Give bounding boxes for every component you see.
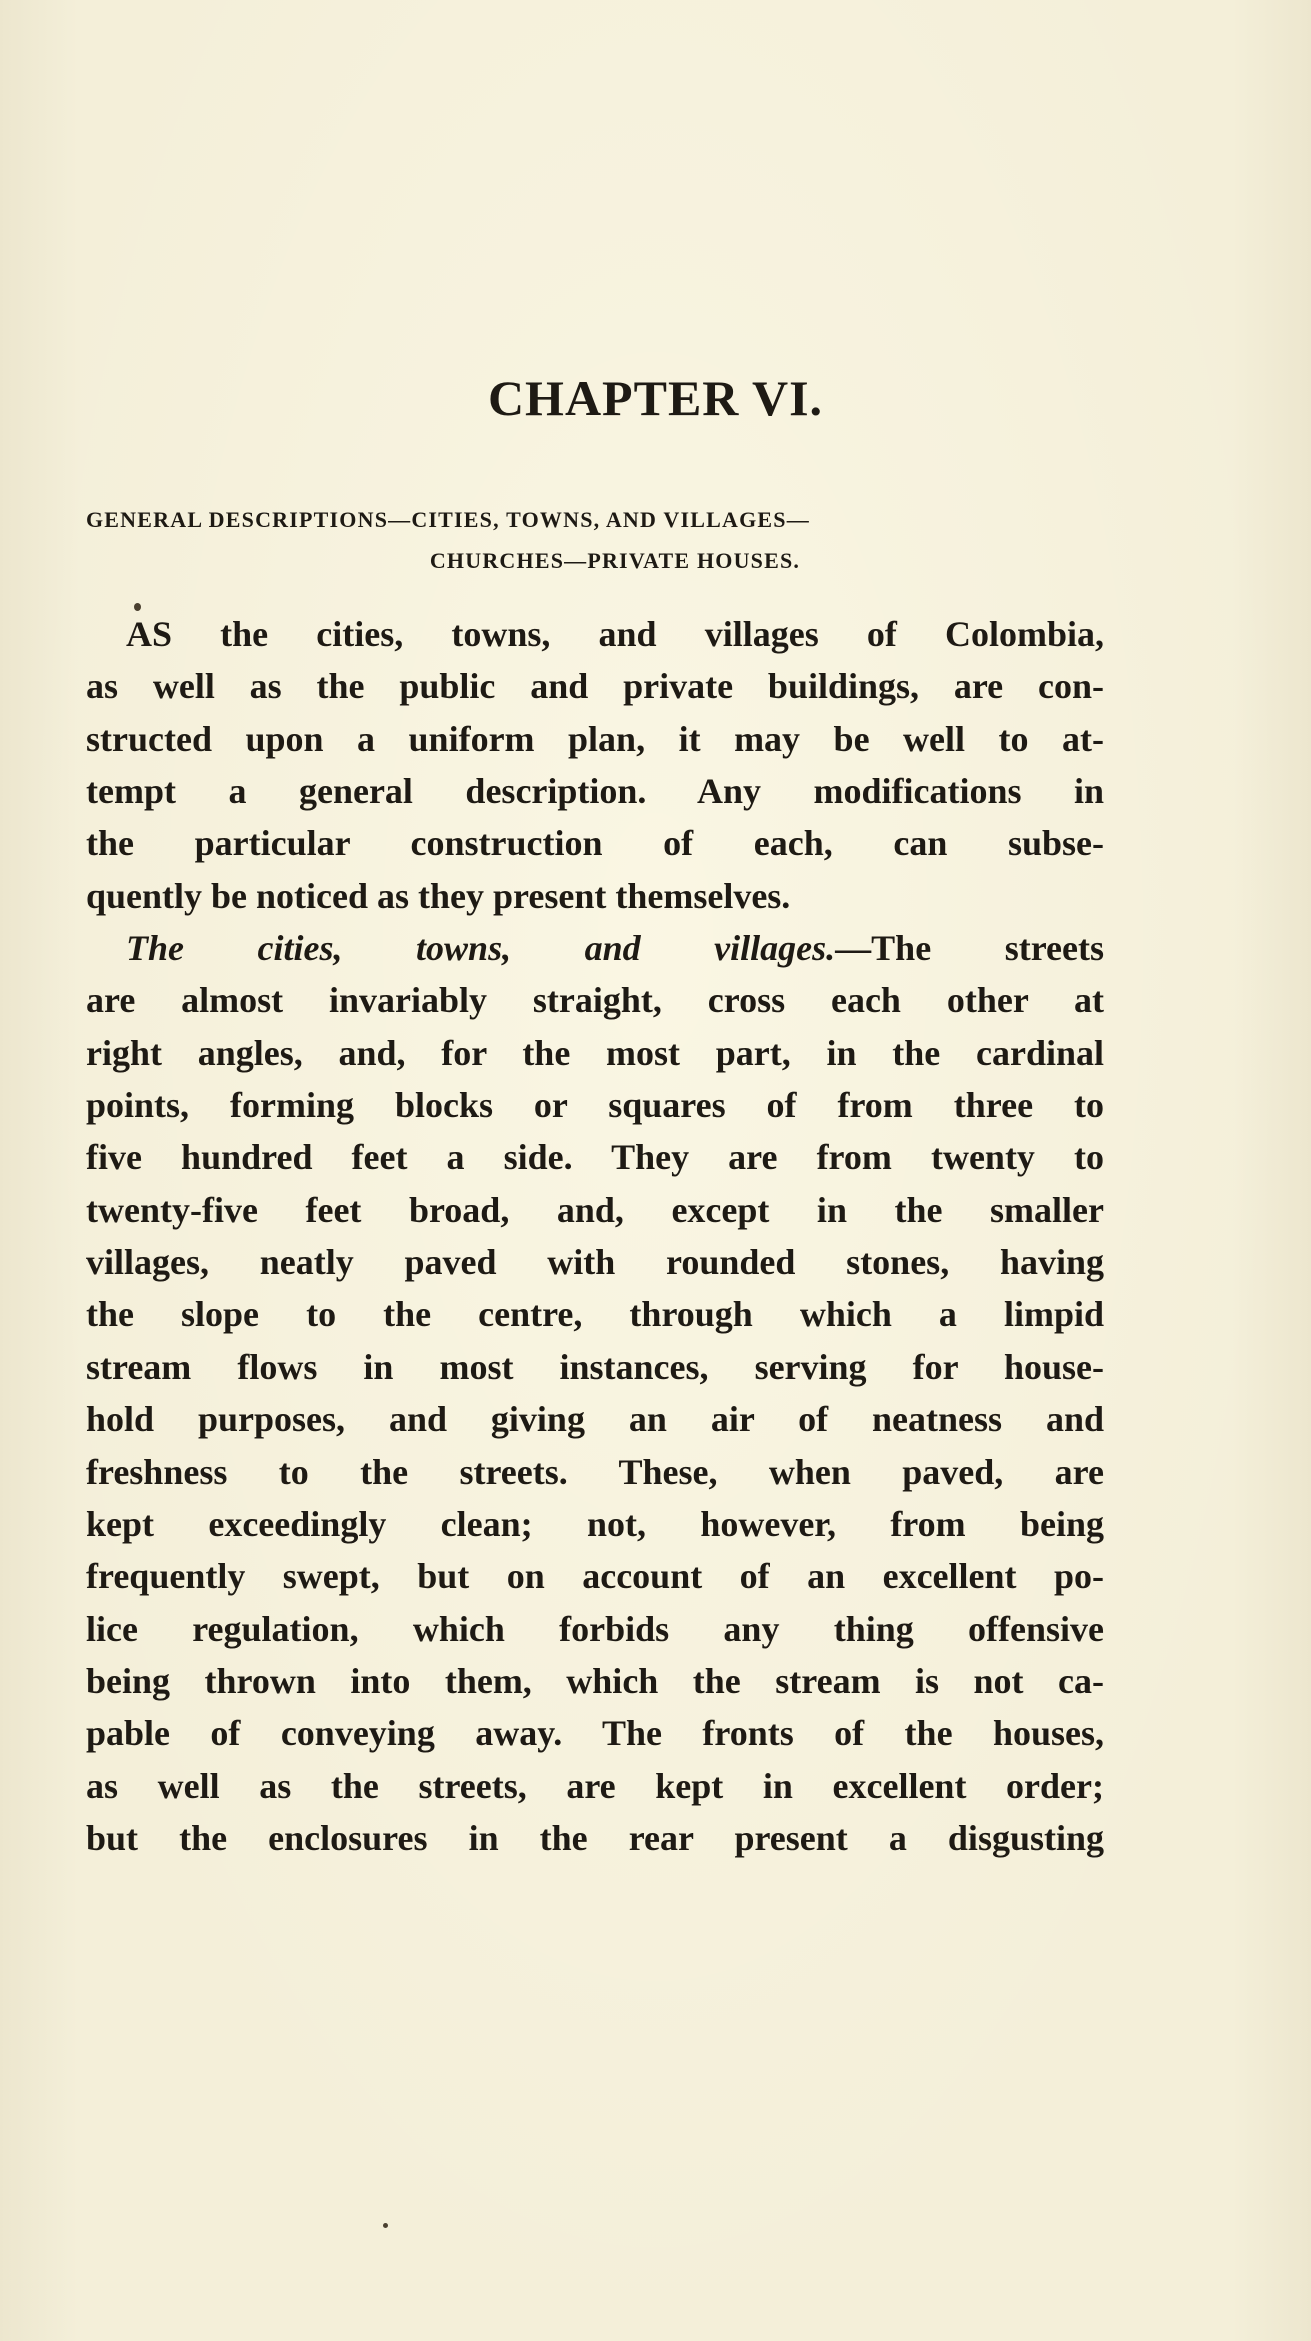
text-line: but the enclosures in the rear present a disgusting: [86, 1817, 1104, 1858]
text-line: freshness to the streets. These, when paved, are: [86, 1451, 1104, 1492]
text-line: the slope to the centre, through which a limpid: [86, 1294, 1104, 1335]
text-line: quently be noticed as they present themselves.: [86, 875, 791, 916]
chapter-summary-line-2: CHURCHES—PRIVATE HOUSES.: [429, 548, 801, 573]
text-line: villages, neatly paved with rounded stones, having: [86, 1242, 1104, 1283]
text-line: five hundred feet a side. They are from twenty to: [86, 1137, 1104, 1178]
text-line: lice regulation, which forbids any thing offensive: [86, 1608, 1104, 1649]
ink-speck: [383, 2223, 388, 2228]
section-heading: The cities, towns, and villages.: [126, 928, 836, 969]
text-line-rest: —The streets: [835, 928, 1104, 969]
text-line: twenty-five feet broad, and, except in the smaller: [86, 1189, 1104, 1230]
chapter-title: CHAPTER VI.: [487, 370, 824, 426]
text-line: AS the cities, towns, and villages of Colombia,: [126, 614, 1104, 654]
text-line: pable of conveying away. The fronts of the houses,: [86, 1713, 1104, 1754]
text-line: kept exceedingly clean; not, however, from being: [86, 1503, 1104, 1544]
text-line: are almost invariably straight, cross each other at: [86, 980, 1104, 1021]
body-text: [86, 608, 1104, 1864]
text-line: structed upon a uniform plan, it may be well to at-: [86, 718, 1104, 759]
text-line: as well as the public and private buildings, are con-: [86, 666, 1104, 707]
text-line: tempt a general description. Any modifications in: [86, 771, 1104, 812]
text-line: stream flows in most instances, serving for house-: [86, 1346, 1104, 1387]
text-line: being thrown into them, which the stream is not ca-: [86, 1660, 1104, 1701]
text-line: as well as the streets, are kept in excellent order;: [86, 1765, 1104, 1806]
text-line: points, forming blocks or squares of from three to: [86, 1085, 1104, 1126]
text-line: hold purposes, and giving an air of neatness and: [86, 1399, 1104, 1440]
chapter-summary-line-1: GENERAL DESCRIPTIONS—CITIES, TOWNS, AND VILLAGES—: [86, 507, 810, 532]
text-line: frequently swept, but on account of an excellent po-: [86, 1556, 1104, 1597]
text-line: [86, 922, 1104, 974]
text-line: the particular construction of each, can subse-: [86, 823, 1104, 864]
text-line: right angles, and, for the most part, in the cardinal: [86, 1032, 1104, 1073]
